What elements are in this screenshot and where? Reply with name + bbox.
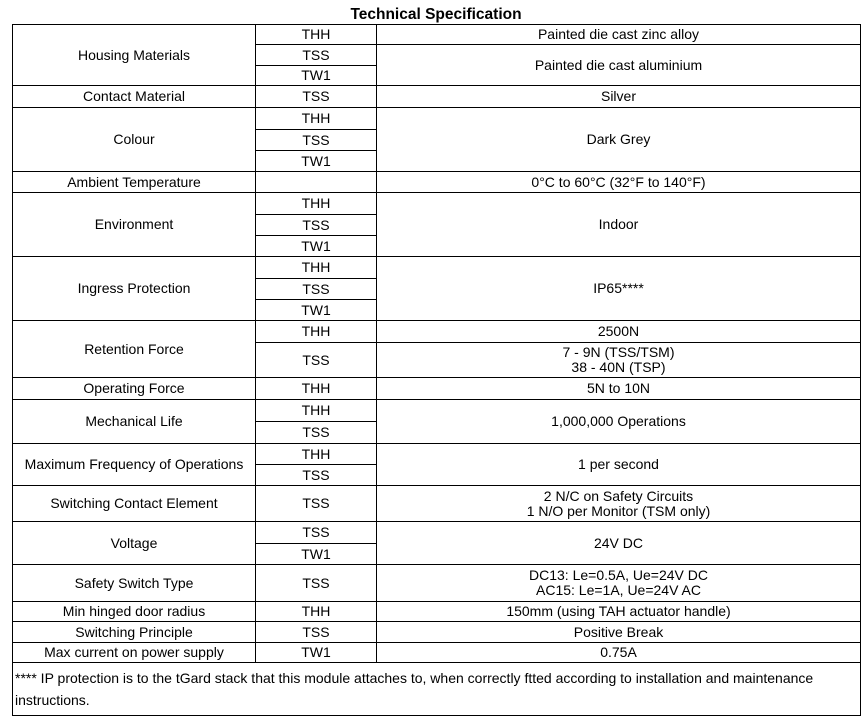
property-name: Maximum Frequency of Operations xyxy=(13,444,256,486)
table-row xyxy=(13,25,861,45)
spec-value-line: 1 per second xyxy=(578,456,659,472)
table-row xyxy=(13,602,861,622)
table-row xyxy=(13,643,861,663)
spec-value xyxy=(377,86,861,108)
spec-value xyxy=(377,643,861,663)
table-row xyxy=(13,257,861,279)
spec-value-line: 0.75A xyxy=(600,644,637,660)
footnote-row xyxy=(13,663,861,716)
model-code: TSS xyxy=(256,343,377,378)
spec-table xyxy=(12,24,861,716)
property-name: Switching Contact Element xyxy=(13,486,256,522)
table-row xyxy=(13,444,861,465)
spec-value-line: 7 - 9N (TSS/TSM) xyxy=(562,344,675,360)
model-code: THH xyxy=(256,108,377,130)
model-code: TW1 xyxy=(256,66,377,86)
model-code: TW1 xyxy=(256,236,377,257)
spec-value xyxy=(377,193,861,257)
table-row xyxy=(13,378,861,400)
model-code: TSS xyxy=(256,522,377,544)
spec-value xyxy=(377,400,861,444)
table-row xyxy=(13,486,861,522)
model-code: TSS xyxy=(256,86,377,108)
model-code: TSS xyxy=(256,486,377,522)
spec-value-line: Painted die cast aluminium xyxy=(534,56,703,73)
model-code: TSS xyxy=(256,465,377,486)
model-code: THH xyxy=(256,321,377,343)
model-code: TSS xyxy=(256,130,377,151)
model-code: TSS xyxy=(256,45,377,66)
table-row xyxy=(13,622,861,643)
spec-value-line: DC13: Le=0.5A, Ue=24V DC xyxy=(529,567,708,583)
spec-value xyxy=(377,108,861,172)
spec-value-line: Silver xyxy=(600,88,636,104)
spec-value-line: 24V DC xyxy=(593,534,644,551)
spec-value xyxy=(377,522,861,565)
spec-value-line: 1 N/O per Monitor (TSM only) xyxy=(526,502,711,519)
property-name: Ambient Temperature xyxy=(13,172,256,193)
spec-value-line: 5N to 10N xyxy=(586,380,651,396)
spec-value xyxy=(377,486,861,522)
spec-value-line: Painted die cast zinc alloy xyxy=(537,26,700,42)
table-row xyxy=(13,522,861,544)
property-name: Switching Principle xyxy=(13,622,256,643)
spec-value-line: 1,000,000 Operations xyxy=(551,413,686,429)
property-name: Min hinged door radius xyxy=(13,602,256,622)
model-code: THH xyxy=(256,193,377,215)
property-name: Colour xyxy=(13,108,256,172)
spec-value xyxy=(377,343,861,378)
footnote: **** IP protection is to the tGard stack that this module attaches to, when correctly ftted according to installation and maintenance instructions. xyxy=(13,663,861,716)
spec-value xyxy=(377,25,861,45)
spec-value-line: Positive Break xyxy=(573,623,664,640)
property-name: Max current on power supply xyxy=(13,643,256,663)
property-name: Safety Switch Type xyxy=(13,565,256,602)
model-code: THH xyxy=(256,25,377,45)
spec-value xyxy=(377,257,861,321)
table-title: Technical Specification xyxy=(350,6,522,23)
model-code: THH xyxy=(256,444,377,465)
property-name: Housing Materials xyxy=(13,25,256,86)
model-code: TSS xyxy=(256,565,377,602)
spec-value xyxy=(377,321,861,343)
table-row xyxy=(13,321,861,343)
model-code: THH xyxy=(256,257,377,279)
table-row xyxy=(13,86,861,108)
table-row xyxy=(13,565,861,602)
property-name: Retention Force xyxy=(13,321,256,378)
spec-value-line: 38 - 40N (TSP) xyxy=(571,359,666,375)
spec-value xyxy=(377,378,861,400)
model-code: TSS xyxy=(256,215,377,236)
table-row xyxy=(13,193,861,215)
model-code: TW1 xyxy=(256,643,377,663)
model-code: TW1 xyxy=(256,151,377,172)
model-code: TSS xyxy=(256,622,377,643)
model-code: TW1 xyxy=(256,300,377,321)
property-name: Environment xyxy=(13,193,256,257)
model-code: TSS xyxy=(256,279,377,300)
model-code: THH xyxy=(256,602,377,622)
spec-value xyxy=(377,565,861,602)
table-row xyxy=(13,108,861,130)
spec-value-line: AC15: Le=1A, Ue=24V AC xyxy=(536,582,701,598)
property-name: Contact Material xyxy=(13,86,256,108)
model-code: TSS xyxy=(256,422,377,444)
spec-value xyxy=(377,444,861,486)
table-row xyxy=(13,400,861,422)
property-name: Operating Force xyxy=(13,378,256,400)
spec-value-line: 2 N/C on Safety Circuits xyxy=(543,487,694,504)
property-name: Ingress Protection xyxy=(13,257,256,321)
spec-value-line: 2500N xyxy=(597,323,640,339)
spec-value-line: 0°C to 60°C (32°F to 140°F) xyxy=(531,173,706,190)
model-code: THH xyxy=(256,400,377,422)
spec-value xyxy=(377,172,861,193)
spec-value-line: IP65**** xyxy=(593,280,644,296)
model-code xyxy=(256,172,377,193)
table-row xyxy=(13,172,861,193)
model-code: THH xyxy=(256,378,377,400)
spec-value xyxy=(377,602,861,622)
property-name: Mechanical Life xyxy=(13,400,256,444)
spec-value xyxy=(377,622,861,643)
property-name: Voltage xyxy=(13,522,256,565)
spec-value-line: Indoor xyxy=(598,216,639,232)
model-code: TW1 xyxy=(256,544,377,565)
spec-value-line: 150mm (using TAH actuator handle) xyxy=(506,603,731,619)
spec-value-line: Dark Grey xyxy=(586,131,651,147)
spec-value xyxy=(377,45,861,86)
